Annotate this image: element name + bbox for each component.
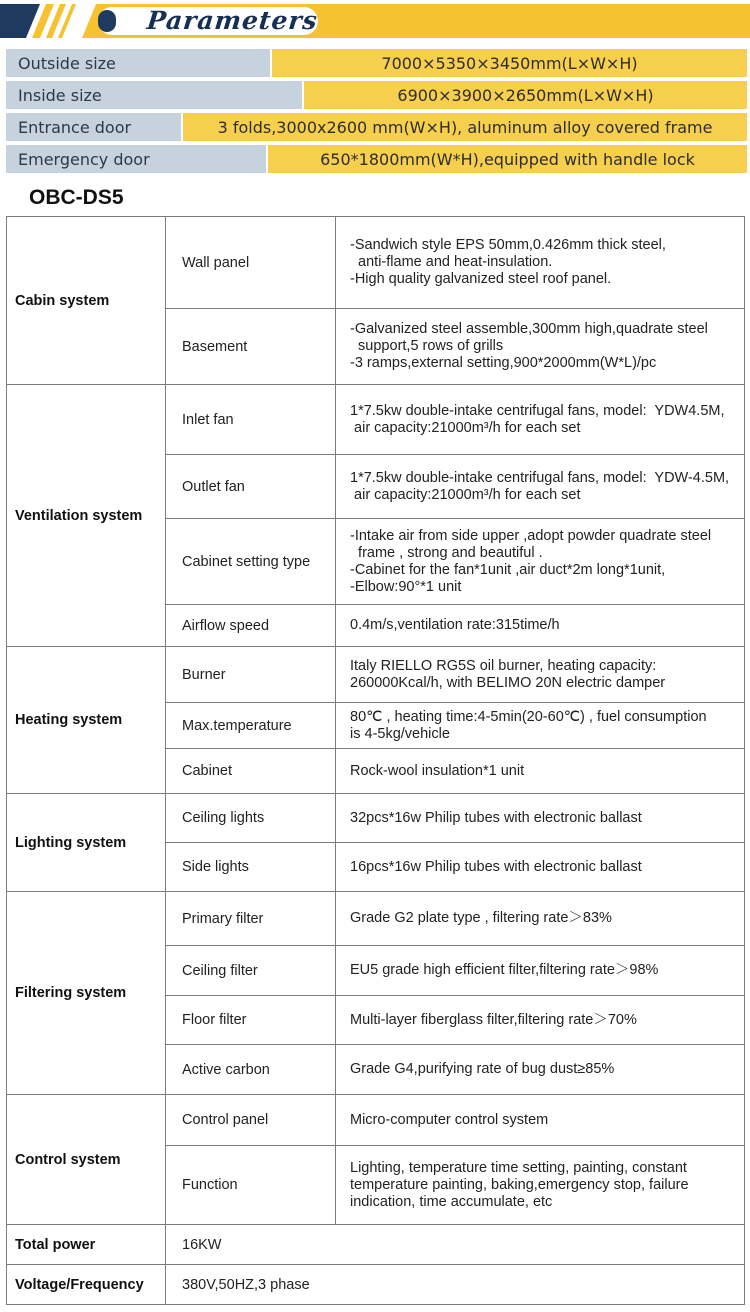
table-row [7,647,745,703]
item-name: Control panel [166,1095,336,1146]
table-row [7,385,745,455]
table-row [7,217,745,309]
item-description: Multi-layer fiberglass filter,filtering rate＞70% [336,996,745,1045]
banner-title: Parameters [145,6,320,35]
param-value: 7000×5350×3450mm(L×W×H) [272,49,747,77]
item-name: Side lights [166,843,336,892]
item-description: -Galvanized steel assemble,300mm high,quadrate steel support,5 rows of grills -3 ramps,external setting,900*2000mm(W*L)/pc [336,309,745,385]
item-name: Burner [166,647,336,703]
item-name: Outlet fan [166,455,336,519]
model-heading: OBC-DS5 [29,186,124,209]
item-name: Wall panel [166,217,336,309]
system-name: Cabin system [7,217,166,385]
param-row-emergency-door [6,145,747,173]
item-name: Cabinet setting type [166,519,336,605]
total-label: Voltage/Frequency [7,1265,166,1305]
param-label: Emergency door [6,145,266,173]
spec-table [6,216,745,1305]
item-name: Max.temperature [166,703,336,749]
table-row-voltage-frequency [7,1265,745,1305]
item-description: 1*7.5kw double-intake centrifugal fans, model: YDW4.5M, air capacity:21000m³/h for each set [336,385,745,455]
item-name: Airflow speed [166,605,336,647]
item-description: Grade G2 plate type , filtering rate＞83% [336,892,745,946]
item-description: Grade G4,purifying rate of bug dust≥85% [336,1045,745,1095]
item-name: Ceiling lights [166,794,336,843]
table-row [7,794,745,843]
item-name: Primary filter [166,892,336,946]
banner-stripe-graphic [0,0,750,40]
total-label: Total power [7,1225,166,1265]
system-name: Control system [7,1095,166,1225]
item-description: 16pcs*16w Philip tubes with electronic ballast [336,843,745,892]
item-description: EU5 grade high efficient filter,filtering rate＞98% [336,946,745,996]
param-value: 6900×3900×2650mm(L×W×H) [304,81,747,109]
item-name: Active carbon [166,1045,336,1095]
item-description: Italy RIELLO RG5S oil burner, heating capacity: 260000Kcal/h, with BELIMO 20N electric damper [336,647,745,703]
param-value: 3 folds,3000x2600 mm(W×H), aluminum alloy covered frame [183,113,747,141]
item-name: Floor filter [166,996,336,1045]
table-row-total-power [7,1225,745,1265]
item-description: 1*7.5kw double-intake centrifugal fans, model: YDW-4.5M, air capacity:21000m³/h for each set [336,455,745,519]
param-label: Entrance door [6,113,181,141]
table-row [7,892,745,946]
param-row-outside-size [6,49,747,77]
item-description: 80℃ , heating time:4-5min(20-60℃) , fuel consumption is 4-5kg/vehicle [336,703,745,749]
param-label: Inside size [6,81,302,109]
param-row-inside-size [6,81,747,109]
item-description: Micro-computer control system [336,1095,745,1146]
total-value: 380V,50HZ,3 phase [166,1265,745,1305]
item-name: Inlet fan [166,385,336,455]
item-name: Function [166,1146,336,1225]
item-description: -Intake air from side upper ,adopt powder quadrate steel frame , strong and beautiful . -Cabinet for the fan*1unit ,air duct*2m long*1unit, -Elbow:90°*1 unit [336,519,745,605]
item-description: Rock-wool insulation*1 unit [336,749,745,794]
param-value: 650*1800mm(W*H),equipped with handle lock [268,145,747,173]
param-label: Outside size [6,49,270,77]
item-name: Ceiling filter [166,946,336,996]
item-description: 32pcs*16w Philip tubes with electronic ballast [336,794,745,843]
item-description: Lighting, temperature time setting, painting, constant temperature painting, baking,emergency stop, failure indication, time accumulate, etc [336,1146,745,1225]
system-name: Filtering system [7,892,166,1095]
item-description: 0.4m/s,ventilation rate:315time/h [336,605,745,647]
param-row-entrance-door [6,113,747,141]
item-name: Cabinet [166,749,336,794]
system-name: Heating system [7,647,166,794]
item-name: Basement [166,309,336,385]
system-name: Lighting system [7,794,166,892]
table-row [7,1095,745,1146]
parameters-banner [0,0,750,40]
item-description: -Sandwich style EPS 50mm,0.426mm thick steel, anti-flame and heat-insulation. -High quality galvanized steel roof panel. [336,217,745,309]
total-value: 16KW [166,1225,745,1265]
system-name: Ventilation system [7,385,166,647]
